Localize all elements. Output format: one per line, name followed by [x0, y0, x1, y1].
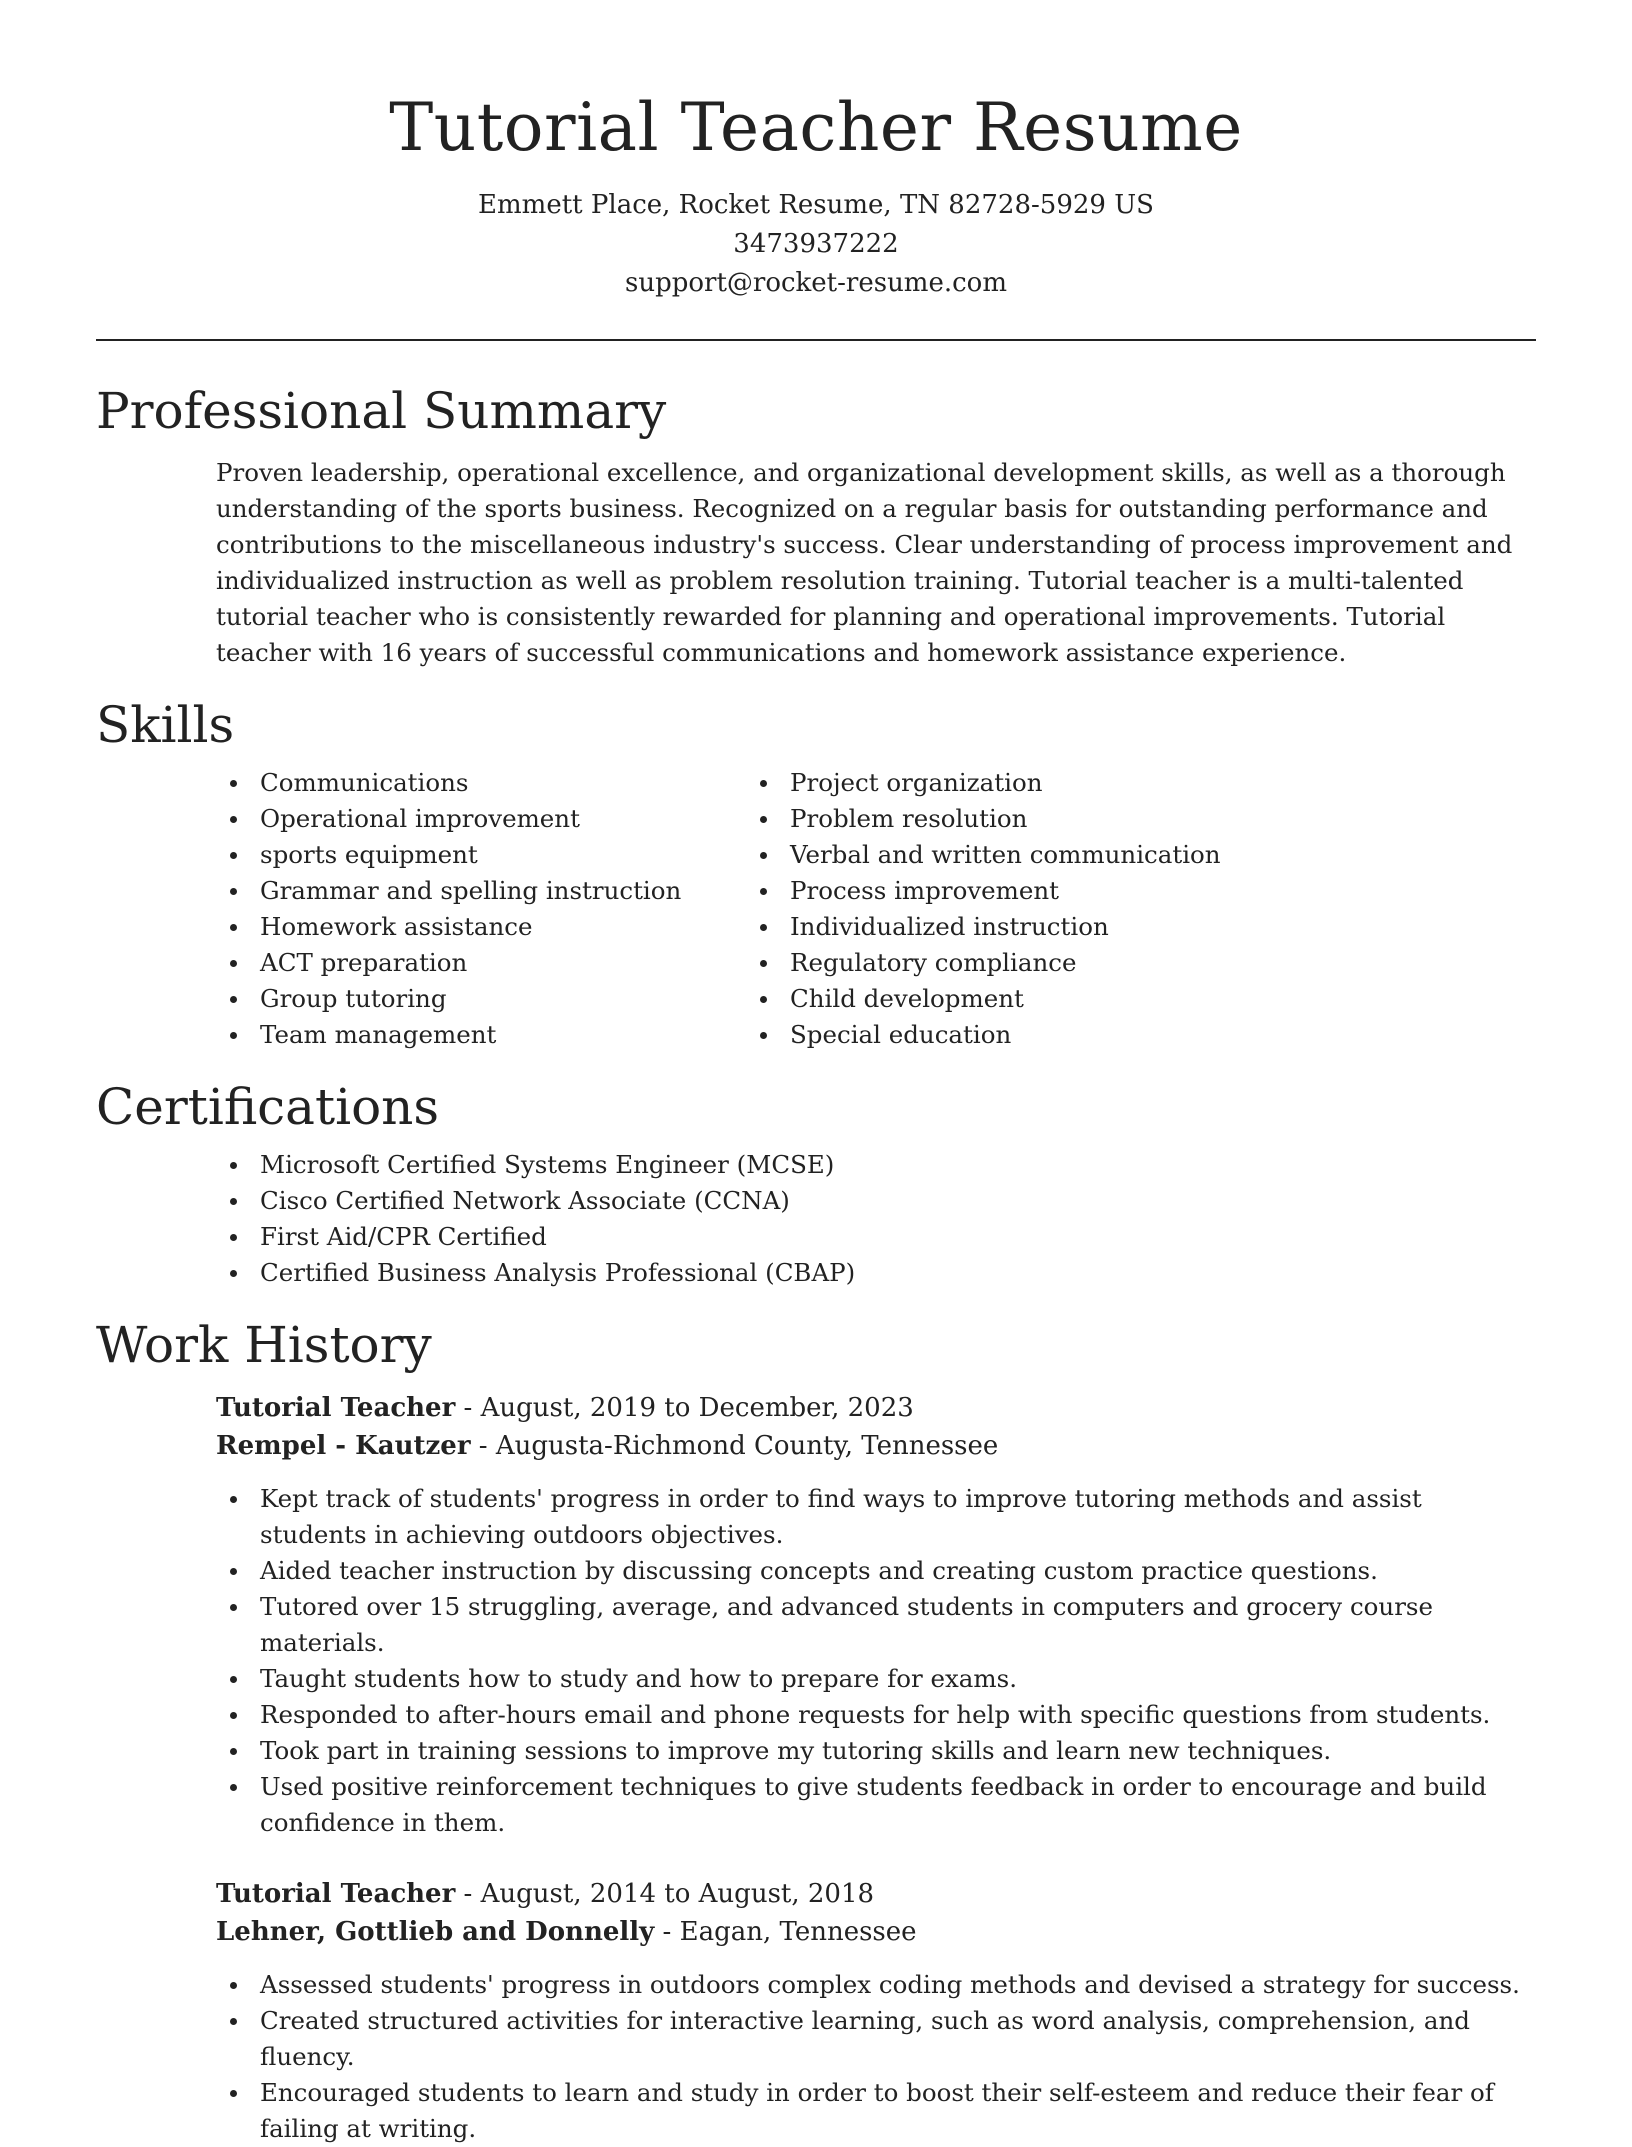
job-company: Lehner, Gottlieb and Donnelly: [216, 1917, 655, 1947]
job-bullet-list: [216, 1481, 1536, 1841]
skill-item: Individualized instruction: [746, 909, 1406, 945]
separator: -: [455, 1879, 481, 1909]
work-history-heading: Work History: [96, 1316, 432, 1374]
job-title-line: [216, 1875, 1536, 1913]
contact-phone: 3473937222: [733, 229, 899, 259]
job-bullet: Created structured activities for interactive learning, such as word analysis, comprehension, and fluency.: [216, 2003, 1536, 2075]
job-dates: August, 2014 to August, 2018: [480, 1879, 875, 1909]
summary-section: [96, 381, 1536, 671]
skills-heading: Skills: [96, 696, 235, 754]
header-divider: [96, 339, 1536, 341]
job-company: Rempel - Kautzer: [216, 1431, 471, 1461]
job-bullet: Tutored over 15 struggling, average, and advanced students in computers and grocery course materials.: [216, 1589, 1536, 1661]
job-bullet: Used positive reinforcement techniques to give students feedback in order to encourage and build confidence in them.: [216, 1769, 1536, 1841]
skills-section: [96, 695, 1536, 1053]
skill-item: Problem resolution: [746, 801, 1406, 837]
job-dates: August, 2019 to December, 2023: [480, 1393, 914, 1423]
skill-item: Regulatory compliance: [746, 945, 1406, 981]
job-location: Augusta-Richmond County, Tennessee: [495, 1431, 999, 1461]
job-bullet: Taught students how to study and how to prepare for exams.: [216, 1661, 1536, 1697]
certification-item: First Aid/CPR Certified: [216, 1219, 1536, 1255]
separator: -: [654, 1917, 680, 1947]
skill-item: Project organization: [746, 765, 1406, 801]
skill-item: Grammar and spelling instruction: [216, 873, 746, 909]
job-bullet: Responded to after-hours email and phone requests for help with specific questions from students.: [216, 1697, 1536, 1733]
skill-item: Team management: [216, 1017, 746, 1053]
summary-heading: Professional Summary: [96, 382, 667, 440]
job-title: Tutorial Teacher: [216, 1879, 456, 1909]
certification-item: Microsoft Certified Systems Engineer (MCSE): [216, 1147, 1536, 1183]
skill-item: Child development: [746, 981, 1406, 1017]
separator: -: [470, 1431, 496, 1461]
contact-address: Emmett Place, Rocket Resume, TN 82728-5929 US: [478, 190, 1154, 220]
skill-item: Process improvement: [746, 873, 1406, 909]
skill-item: Operational improvement: [216, 801, 746, 837]
job-bullet: Aided teacher instruction by discussing concepts and creating custom practice questions.: [216, 1553, 1536, 1589]
skills-columns: [96, 765, 1536, 1053]
skill-item: Homework assistance: [216, 909, 746, 945]
job-title: Tutorial Teacher: [216, 1393, 456, 1423]
resume-page: [96, 0, 1536, 2147]
skill-item: Special education: [746, 1017, 1406, 1053]
job-location: Eagan, Tennessee: [679, 1917, 917, 1947]
skill-item: sports equipment: [216, 837, 746, 873]
summary-text: Proven leadership, operational excellence, and organizational development skills, as well as a thorough understanding of the sports business. Recognized on a regular basis for outstanding performance and contributions to the miscellaneous industry's success. Clear understanding of process improvement and individualized instruction as well as problem resolution training. Tutorial teacher is a multi-talented tutorial teacher who is consistently rewarded for planning and operational improvements. Tutorial teacher with 16 years of successful communications and homework assistance experience.: [216, 458, 1513, 667]
job-company-line: [216, 1427, 1536, 1465]
skill-item: ACT preparation: [216, 945, 746, 981]
skill-item: Group tutoring: [216, 981, 746, 1017]
separator: -: [455, 1393, 481, 1423]
job-bullet: Encouraged students to learn and study in order to boost their self-esteem and reduce their fear of failing at writing.: [216, 2075, 1536, 2147]
job-bullet-list: [216, 1967, 1536, 2147]
job-company-line: [216, 1913, 1536, 1951]
job-bullet: Assessed students' progress in outdoors complex coding methods and devised a strategy for success.: [216, 1967, 1536, 2003]
skills-right-column: [746, 765, 1406, 1053]
skill-item: Verbal and written communication: [746, 837, 1406, 873]
skill-item: Communications: [216, 765, 746, 801]
skills-left-column: [96, 765, 746, 1053]
certifications-heading: Certifications: [96, 1078, 440, 1136]
certification-item: Cisco Certified Network Associate (CCNA): [216, 1183, 1536, 1219]
certification-item: Certified Business Analysis Professional (CBAP): [216, 1255, 1536, 1291]
contact-email: support@rocket-resume.com: [624, 268, 1007, 298]
job-entry: [216, 1389, 1536, 1841]
job-bullet: Kept track of students' progress in order to find ways to improve tutoring methods and assist students in achieving outdoors objectives.: [216, 1481, 1536, 1553]
certifications-list: [216, 1147, 1536, 1291]
contact-block: [96, 186, 1536, 303]
job-title-line: [216, 1389, 1536, 1427]
work-history-section: [96, 1315, 1536, 2147]
job-bullet: Took part in training sessions to improve my tutoring skills and learn new techniques.: [216, 1733, 1536, 1769]
resume-title: Tutorial Teacher Resume: [389, 89, 1243, 166]
job-entry: [216, 1875, 1536, 2147]
certifications-section: [96, 1077, 1536, 1291]
